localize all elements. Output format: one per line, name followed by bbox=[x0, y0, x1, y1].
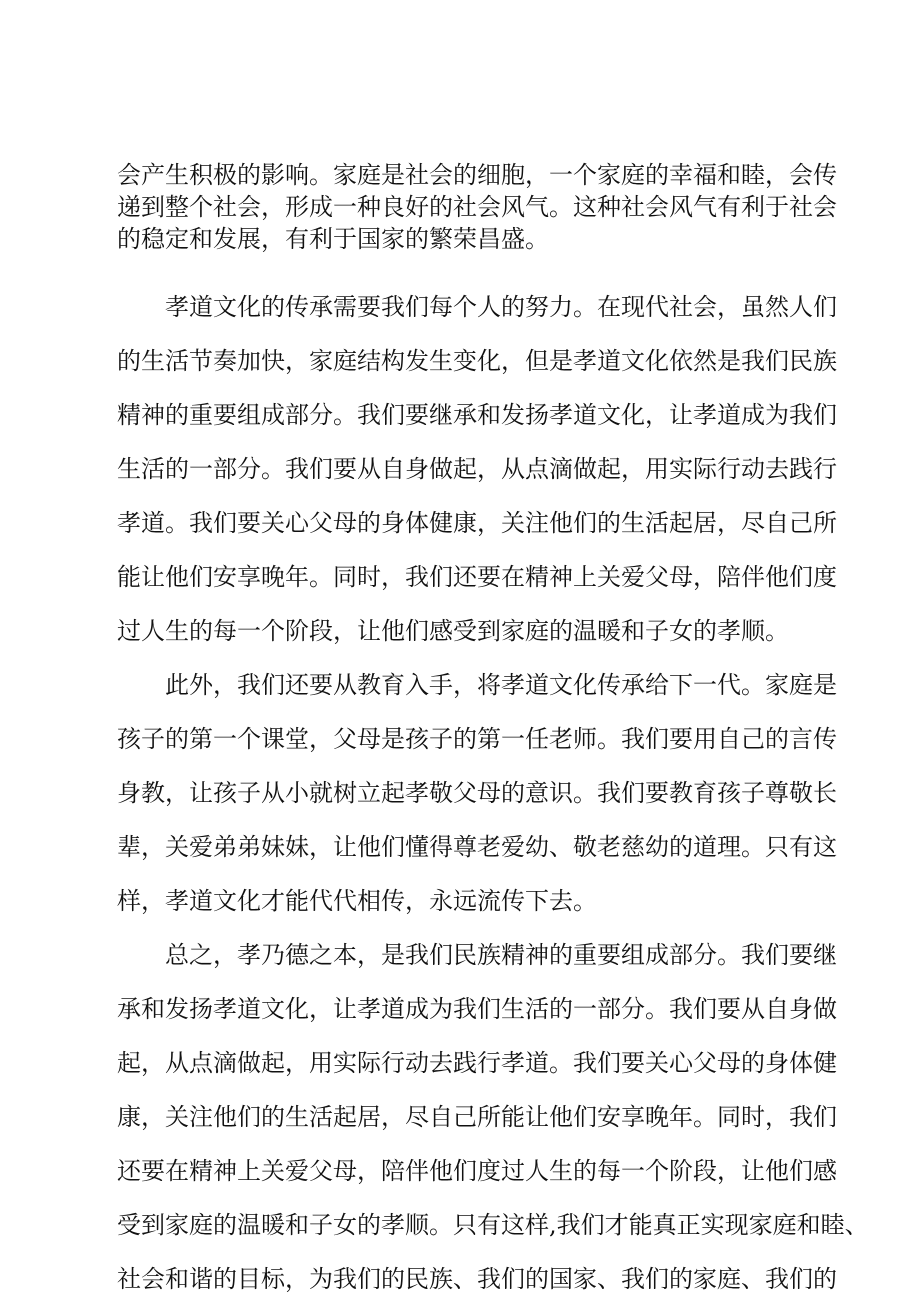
paragraph-line: 的生活节奏加快，家庭结构发生变化，但是孝道文化依然是我们民族 bbox=[117, 347, 837, 375]
paragraph-line: 社会和谐的目标，为我们的民族、我们的国家、我们的家庭、我们的 bbox=[117, 1265, 837, 1293]
paragraph-line: 康，关注他们的生活起居，尽自己所能让他们安享晚年。同时，我们 bbox=[117, 1103, 837, 1131]
paragraph-line: 辈，关爱弟弟妹妹，让他们懂得尊老爱幼、敬老慈幼的道理。只有这 bbox=[117, 833, 837, 861]
paragraph-line: 承和发扬孝道文化，让孝道成为我们生活的一部分。我们要从自身做 bbox=[117, 995, 837, 1023]
paragraph-line: 样，孝道文化才能代代相传，永远流传下去。 bbox=[117, 887, 597, 915]
paragraph-line: 精神的重要组成部分。我们要继承和发扬孝道文化，让孝道成为我们 bbox=[117, 401, 837, 429]
paragraph-line: 起，从点滴做起，用实际行动去践行孝道。我们要关心父母的身体健 bbox=[117, 1049, 837, 1077]
paragraph-line: 还要在精神上关爱父母，陪伴他们度过人生的每一个阶段，让他们感 bbox=[117, 1157, 837, 1185]
paragraph-line: 能让他们安享晚年。同时，我们还要在精神上关爱父母，陪伴他们度 bbox=[117, 563, 837, 591]
paragraph-line: 的稳定和发展，有利于国家的繁荣昌盛。 bbox=[117, 225, 549, 253]
paragraph-line: 孝道文化的传承需要我们每个人的努力。在现代社会，虽然人们 bbox=[165, 293, 837, 321]
paragraph-line: 总之，孝乃德之本，是我们民族精神的重要组成部分。我们要继 bbox=[165, 941, 837, 969]
paragraph-line: 递到整个社会，形成一种良好的社会风气。这种社会风气有利于社会 bbox=[117, 193, 837, 221]
paragraph-line: 会产生积极的影响。家庭是社会的细胞，一个家庭的幸福和睦，会传 bbox=[117, 161, 837, 189]
paragraph-line: 身教，让孩子从小就树立起孝敬父母的意识。我们要教育孩子尊敬长 bbox=[117, 779, 837, 807]
paragraph-line: 孩子的第一个课堂，父母是孩子的第一任老师。我们要用自己的言传 bbox=[117, 725, 837, 753]
paragraph-line: 过人生的每一个阶段，让他们感受到家庭的温暖和子女的孝顺。 bbox=[117, 617, 789, 645]
paragraph-line: 此外，我们还要从教育入手，将孝道文化传承给下一代。家庭是 bbox=[165, 671, 837, 699]
paragraph-line: 生活的一部分。我们要从自身做起，从点滴做起，用实际行动去践行 bbox=[117, 455, 837, 483]
paragraph-line: 受到家庭的温暖和子女的孝顺。只有这样,我们才能真正实现家庭和睦、 bbox=[117, 1211, 869, 1239]
paragraph-line: 孝道。我们要关心父母的身体健康，关注他们的生活起居，尽自己所 bbox=[117, 509, 837, 537]
